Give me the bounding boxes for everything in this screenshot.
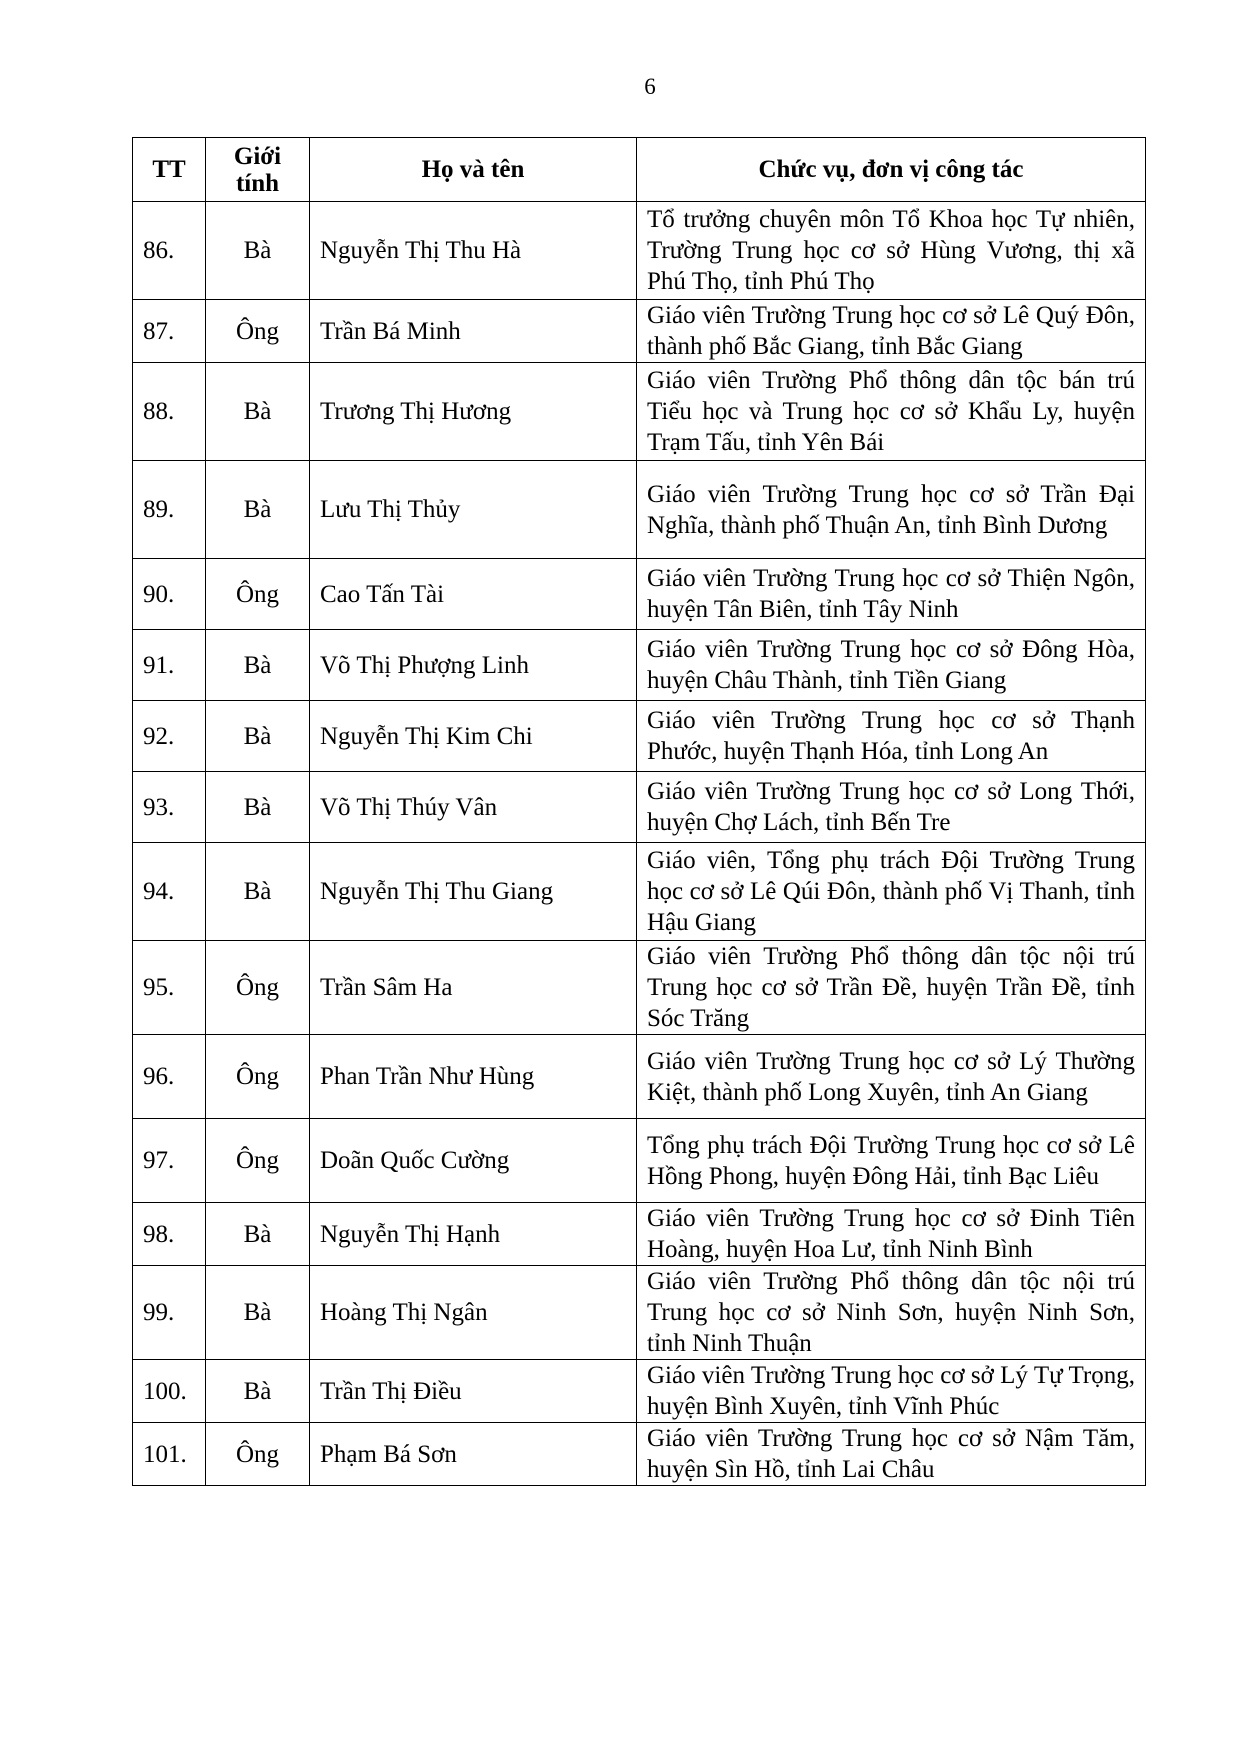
row-gender-cell: Bà bbox=[206, 630, 310, 701]
table-row bbox=[133, 1119, 1146, 1203]
row-tt-cell: 92. bbox=[133, 701, 206, 772]
page-number: 6 bbox=[644, 74, 656, 99]
row-name-cell: Hoàng Thị Ngân bbox=[310, 1266, 637, 1360]
row-name-cell: Lưu Thị Thủy bbox=[310, 461, 637, 559]
row-tt-cell: 87. bbox=[133, 300, 206, 363]
row-name-cell: Nguyễn Thị Thu Giang bbox=[310, 843, 637, 941]
row-gender-cell: Ông bbox=[206, 559, 310, 630]
row-name-cell: Doãn Quốc Cường bbox=[310, 1119, 637, 1203]
row-gender-cell: Bà bbox=[206, 1360, 310, 1423]
table-row bbox=[133, 1423, 1146, 1486]
row-tt-cell: 88. bbox=[133, 363, 206, 461]
table-row bbox=[133, 630, 1146, 701]
row-role-cell: Giáo viên Trường Trung học cơ sở Trần Đại Nghĩa, thành phố Thuận An, tỉnh Bình Dương bbox=[637, 461, 1146, 559]
row-gender-cell: Bà bbox=[206, 461, 310, 559]
table-row bbox=[133, 300, 1146, 363]
row-role-cell: Giáo viên Trường Trung học cơ sở Thiện Ngôn, huyện Tân Biên, tỉnh Tây Ninh bbox=[637, 559, 1146, 630]
row-gender-cell: Bà bbox=[206, 363, 310, 461]
header-role: Chức vụ, đơn vị công tác bbox=[637, 138, 1146, 202]
row-role-cell: Giáo viên, Tổng phụ trách Đội Trường Trung học cơ sở Lê Qúi Đôn, thành phố Vị Thanh, tỉnh Hậu Giang bbox=[637, 843, 1146, 941]
table-row bbox=[133, 559, 1146, 630]
row-tt-cell: 97. bbox=[133, 1119, 206, 1203]
row-gender-cell: Bà bbox=[206, 843, 310, 941]
row-name-cell: Võ Thị Phượng Linh bbox=[310, 630, 637, 701]
row-role-cell: Giáo viên Trường Trung học cơ sở Lý Thường Kiệt, thành phố Long Xuyên, tỉnh An Giang bbox=[637, 1035, 1146, 1119]
row-role-cell: Giáo viên Trường Trung học cơ sở Đông Hòa, huyện Châu Thành, tỉnh Tiền Giang bbox=[637, 630, 1146, 701]
row-tt-cell: 96. bbox=[133, 1035, 206, 1119]
row-role-cell: Giáo viên Trường Trung học cơ sở Long Thới, huyện Chợ Lách, tỉnh Bến Tre bbox=[637, 772, 1146, 843]
row-gender-cell: Bà bbox=[206, 701, 310, 772]
row-name-cell: Cao Tấn Tài bbox=[310, 559, 637, 630]
row-role-cell: Giáo viên Trường Phổ thông dân tộc bán trú Tiểu học và Trung học cơ sở Khẩu Ly, huyện Trạm Tấu, tỉnh Yên Bái bbox=[637, 363, 1146, 461]
row-tt-cell: 94. bbox=[133, 843, 206, 941]
row-role-cell: Tổng phụ trách Đội Trường Trung học cơ sở Lê Hồng Phong, huyện Đông Hải, tỉnh Bạc Liêu bbox=[637, 1119, 1146, 1203]
table-row bbox=[133, 202, 1146, 300]
row-tt-cell: 99. bbox=[133, 1266, 206, 1360]
table-row bbox=[133, 1360, 1146, 1423]
row-gender-cell: Ông bbox=[206, 1423, 310, 1486]
row-name-cell: Trần Sâm Ha bbox=[310, 941, 637, 1035]
table-body bbox=[133, 202, 1146, 1486]
table-row bbox=[133, 1266, 1146, 1360]
row-tt-cell: 93. bbox=[133, 772, 206, 843]
row-name-cell: Trần Thị Điều bbox=[310, 1360, 637, 1423]
row-tt-cell: 95. bbox=[133, 941, 206, 1035]
table-row bbox=[133, 1203, 1146, 1266]
row-name-cell: Phạm Bá Sơn bbox=[310, 1423, 637, 1486]
table-row bbox=[133, 772, 1146, 843]
row-gender-cell: Ông bbox=[206, 1119, 310, 1203]
row-gender-cell: Ông bbox=[206, 300, 310, 363]
row-name-cell: Trần Bá Minh bbox=[310, 300, 637, 363]
row-role-cell: Giáo viên Trường Phổ thông dân tộc nội trú Trung học cơ sở Trần Đề, huyện Trần Đề, tỉnh Sóc Trăng bbox=[637, 941, 1146, 1035]
row-gender-cell: Bà bbox=[206, 1266, 310, 1360]
row-gender-cell: Ông bbox=[206, 941, 310, 1035]
row-tt-cell: 90. bbox=[133, 559, 206, 630]
header-tt: TT bbox=[133, 138, 206, 202]
header-name: Họ và tên bbox=[310, 138, 637, 202]
row-role-cell: Giáo viên Trường Phổ thông dân tộc nội trú Trung học cơ sở Ninh Sơn, huyện Ninh Sơn, tỉnh Ninh Thuận bbox=[637, 1266, 1146, 1360]
row-name-cell: Trương Thị Hương bbox=[310, 363, 637, 461]
row-role-cell: Giáo viên Trường Trung học cơ sở Đinh Tiên Hoàng, huyện Hoa Lư, tỉnh Ninh Bình bbox=[637, 1203, 1146, 1266]
table-row bbox=[133, 461, 1146, 559]
table-row bbox=[133, 701, 1146, 772]
row-name-cell: Phan Trần Như Hùng bbox=[310, 1035, 637, 1119]
row-tt-cell: 101. bbox=[133, 1423, 206, 1486]
row-tt-cell: 100. bbox=[133, 1360, 206, 1423]
row-gender-cell: Bà bbox=[206, 772, 310, 843]
table-row bbox=[133, 941, 1146, 1035]
header-gender: Giới tính bbox=[206, 138, 310, 202]
row-role-cell: Tổ trưởng chuyên môn Tổ Khoa học Tự nhiên, Trường Trung học cơ sở Hùng Vương, thị xã Phú Thọ, tỉnh Phú Thọ bbox=[637, 202, 1146, 300]
table-row bbox=[133, 843, 1146, 941]
row-role-cell: Giáo viên Trường Trung học cơ sở Lý Tự Trọng, huyện Bình Xuyên, tỉnh Vĩnh Phúc bbox=[637, 1360, 1146, 1423]
row-tt-cell: 98. bbox=[133, 1203, 206, 1266]
row-gender-cell: Ông bbox=[206, 1035, 310, 1119]
row-role-cell: Giáo viên Trường Trung học cơ sở Nậm Tăm, huyện Sìn Hồ, tỉnh Lai Châu bbox=[637, 1423, 1146, 1486]
table-row bbox=[133, 1035, 1146, 1119]
row-gender-cell: Bà bbox=[206, 1203, 310, 1266]
row-gender-cell: Bà bbox=[206, 202, 310, 300]
table-row bbox=[133, 363, 1146, 461]
row-tt-cell: 91. bbox=[133, 630, 206, 701]
row-name-cell: Võ Thị Thúy Vân bbox=[310, 772, 637, 843]
row-tt-cell: 89. bbox=[133, 461, 206, 559]
row-role-cell: Giáo viên Trường Trung học cơ sở Thạnh Phước, huyện Thạnh Hóa, tỉnh Long An bbox=[637, 701, 1146, 772]
row-name-cell: Nguyễn Thị Kim Chi bbox=[310, 701, 637, 772]
row-name-cell: Nguyễn Thị Hạnh bbox=[310, 1203, 637, 1266]
row-role-cell: Giáo viên Trường Trung học cơ sở Lê Quý Đôn, thành phố Bắc Giang, tỉnh Bắc Giang bbox=[637, 300, 1146, 363]
award-list-table bbox=[132, 137, 1146, 1486]
row-name-cell: Nguyễn Thị Thu Hà bbox=[310, 202, 637, 300]
table-header-row bbox=[133, 138, 1146, 202]
row-tt-cell: 86. bbox=[133, 202, 206, 300]
